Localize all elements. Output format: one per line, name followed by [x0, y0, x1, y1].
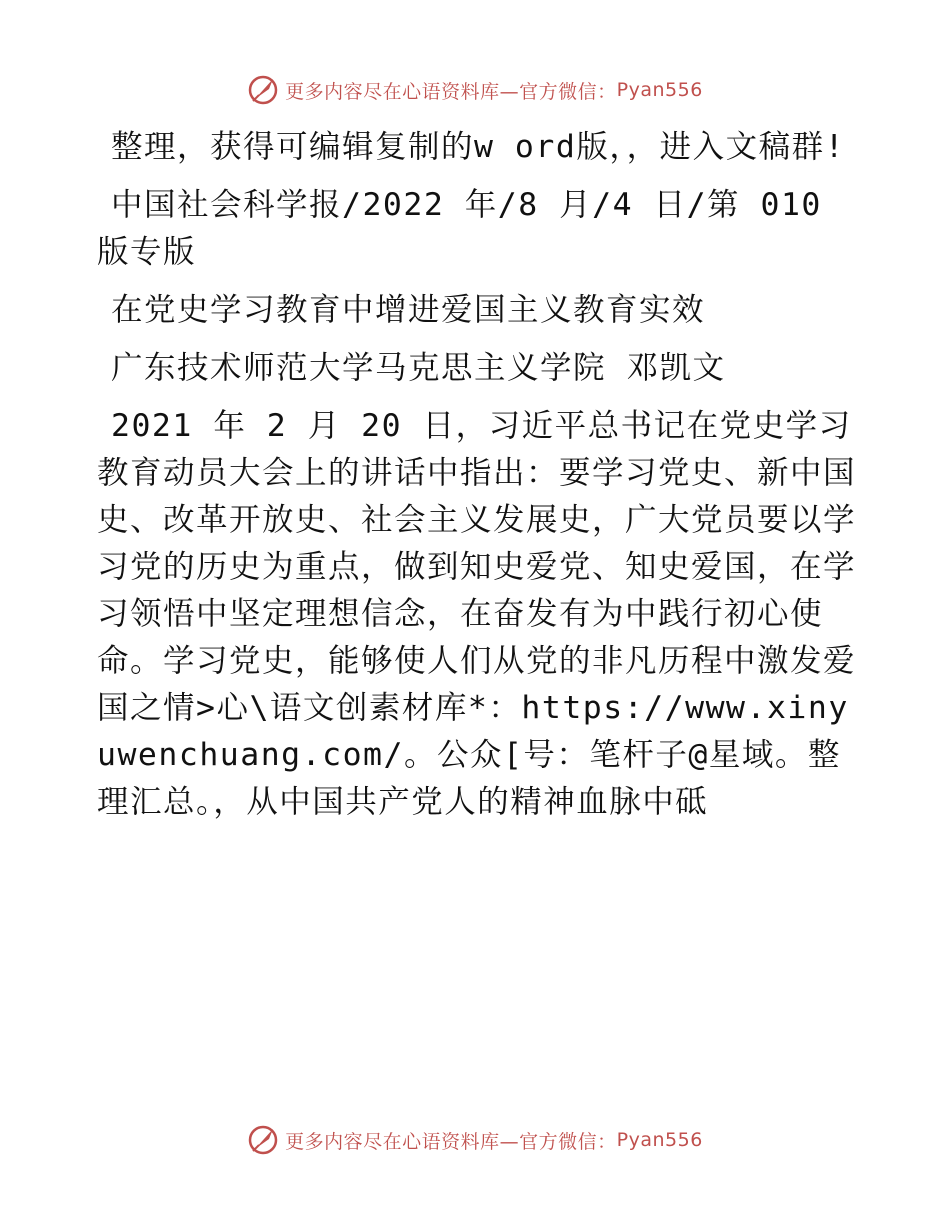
watermark-text: 更多内容尽在心语资料库—官方微信：	[285, 80, 617, 103]
intro-paragraph: 整理，获得可编辑复制的w ord版，，进入文稿群!	[111, 129, 846, 165]
quill-logo-icon	[247, 1123, 281, 1157]
source-line: 中国社会科学报/2022 年/8 月/4 日/第 010 版专版	[97, 187, 822, 270]
watermark-wechat: Pyan556	[616, 1129, 703, 1151]
quill-logo-icon	[247, 73, 281, 107]
watermark-footer	[0, 1120, 950, 1160]
watermark-text: 更多内容尽在心语资料库—官方微信：	[285, 1130, 617, 1153]
article-title: 在党史学习教育中增进爱国主义教育实效	[111, 292, 706, 328]
watermark-header	[0, 70, 950, 110]
author-line: 广东技术师范大学马克思主义学院 邓凯文	[111, 350, 726, 386]
body-paragraph: 2021 年 2 月 20 日，习近平总书记在党史学习教育动员大会上的讲话中指出：要学习党史、新中国史、改革开放史、社会主义发展史，广大党员要以学习党的历史为重点，做到知史爱党、知史爱国，在学习领悟中坚定理想信念，在奋发有为中践行初心使命。学习党史，能够使人们从党的非凡历程中激发爱国之情>心\语文创素材库*：https://www.xinyuwenchuang.com/。公众[号：笔杆子@星域。整理汇总。，从中国共产党人的精神血脉中砥	[97, 408, 857, 820]
watermark-wechat: Pyan556	[616, 79, 703, 101]
document-body	[97, 124, 857, 837]
